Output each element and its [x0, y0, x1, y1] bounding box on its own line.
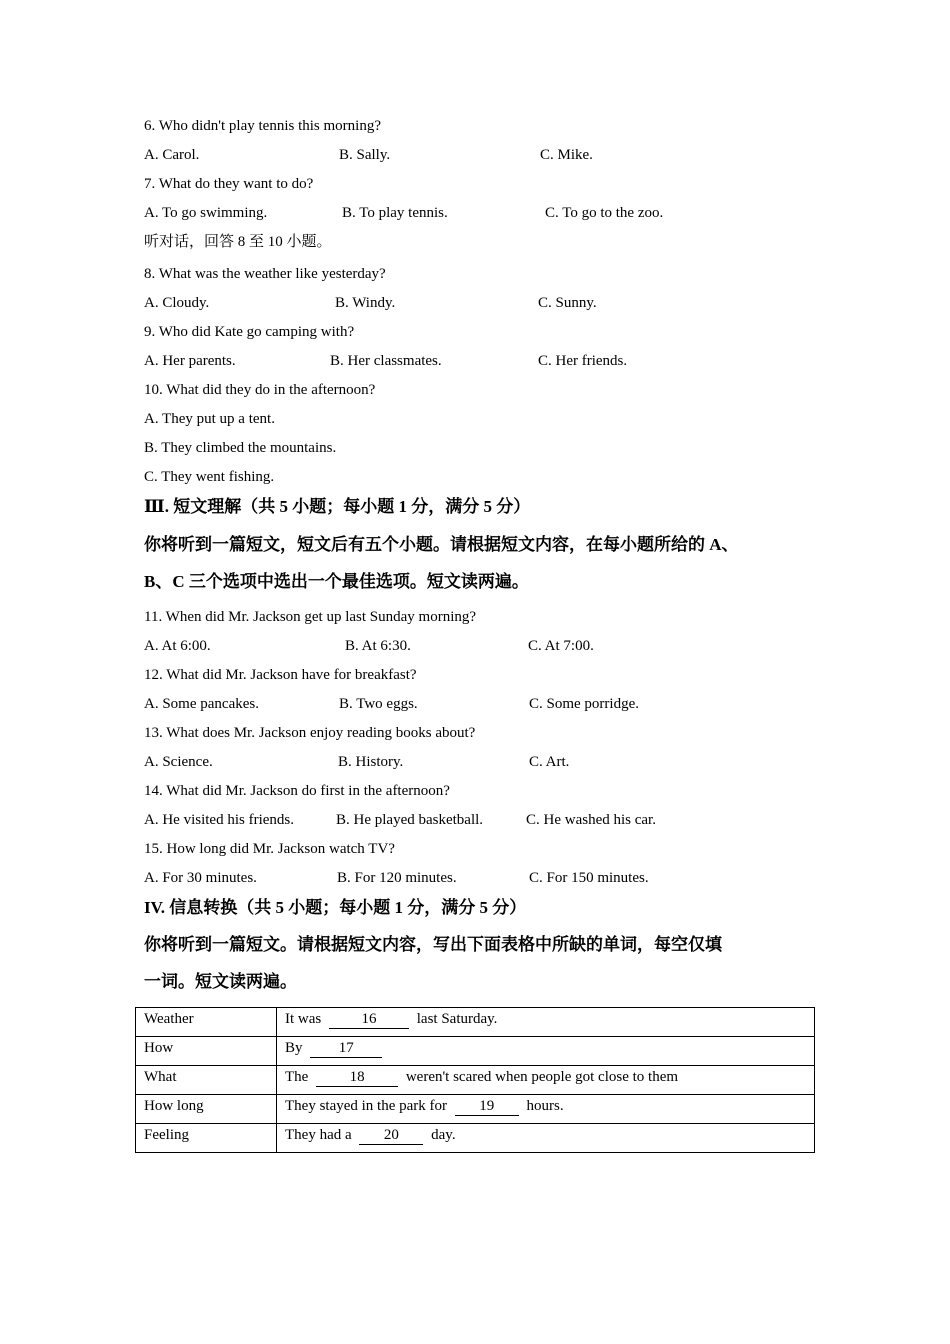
q8-option-b: B. Windy.: [335, 295, 396, 311]
q14-option-a: A. He visited his friends.: [144, 812, 294, 828]
question-8: 8. What was the weather like yesterday?: [144, 266, 386, 282]
q10-option-c: C. They went fishing.: [144, 469, 275, 485]
q12-option-c: C. Some porridge.: [529, 696, 639, 712]
blank-16[interactable]: 16: [329, 1010, 409, 1029]
q12-option-a: A. Some pancakes.: [144, 696, 259, 712]
row-label: Feeling: [136, 1124, 277, 1153]
q11-option-c: C. At 7:00.: [528, 638, 594, 654]
row-content: [277, 1037, 815, 1066]
table-row: [136, 1008, 815, 1037]
row-text-before: By: [285, 1040, 303, 1056]
section-3-instruction-2: B、C 三个选项中选出一个最佳选项。短文读两遍。: [144, 572, 529, 591]
q11-option-a: A. At 6:00.: [144, 638, 211, 654]
q12-option-b: B. Two eggs.: [339, 696, 418, 712]
q6-option-c: C. Mike.: [540, 147, 593, 163]
row-text-after: day.: [431, 1127, 456, 1143]
dialogue-instruction: 听对话，回答 8 至 10 小题。: [144, 234, 332, 250]
q14-option-b: B. He played basketball.: [336, 812, 484, 828]
section-4-instruction-2: 一词。短文读两遍。: [144, 972, 297, 991]
q8-option-c: C. Sunny.: [538, 295, 597, 311]
q7-option-a: A. To go swimming.: [144, 205, 268, 221]
table-row: [136, 1124, 815, 1153]
row-text-before: They stayed in the park for: [285, 1098, 448, 1114]
row-label: What: [136, 1066, 277, 1095]
info-table: [135, 1007, 815, 1153]
section-4-heading: IV. 信息转换（共 5 小题；每小题 1 分，满分 5 分）: [144, 898, 527, 917]
q13-option-a: A. Science.: [144, 754, 213, 770]
section-3-instruction-1: 你将听到一篇短文，短文后有五个小题。请根据短文内容，在每小题所给的 A、: [144, 535, 739, 554]
row-text-after: weren't scared when people got close to them: [405, 1069, 679, 1085]
q9-option-b: B. Her classmates.: [330, 353, 442, 369]
q15-option-a: A. For 30 minutes.: [144, 870, 257, 886]
row-text-after: last Saturday.: [416, 1011, 498, 1027]
q13-option-c: C. Art.: [529, 754, 570, 770]
q7-option-c: C. To go to the zoo.: [545, 205, 664, 221]
row-content: [277, 1066, 815, 1095]
blank-17[interactable]: 17: [310, 1039, 382, 1058]
question-9: 9. Who did Kate go camping with?: [144, 324, 355, 340]
row-text-before: They had a: [285, 1127, 352, 1143]
question-13: 13. What does Mr. Jackson enjoy reading books about?: [144, 725, 476, 741]
section-3-heading: Ⅲ. 短文理解（共 5 小题；每小题 1 分，满分 5 分）: [144, 497, 531, 516]
row-text-before: It was: [285, 1011, 322, 1027]
question-15: 15. How long did Mr. Jackson watch TV?: [144, 841, 395, 857]
question-12: 12. What did Mr. Jackson have for breakfast?: [144, 667, 417, 683]
q11-option-b: B. At 6:30.: [345, 638, 411, 654]
section-4-instruction-1: 你将听到一篇短文。请根据短文内容，写出下面表格中所缺的单词，每空仅填: [144, 935, 722, 954]
question-14: 14. What did Mr. Jackson do first in the afternoon?: [144, 783, 450, 799]
table-row: [136, 1037, 815, 1066]
table-row: [136, 1095, 815, 1124]
q7-option-b: B. To play tennis.: [342, 205, 448, 221]
blank-19[interactable]: 19: [455, 1097, 519, 1116]
table-row: [136, 1066, 815, 1095]
row-content: [277, 1124, 815, 1153]
blank-20[interactable]: 20: [359, 1126, 423, 1145]
question-6: 6. Who didn't play tennis this morning?: [144, 118, 381, 134]
q6-option-b: B. Sally.: [339, 147, 391, 163]
q6-option-a: A. Carol.: [144, 147, 200, 163]
q10-option-b: B. They climbed the mountains.: [144, 440, 337, 456]
blank-18[interactable]: 18: [316, 1068, 398, 1087]
q9-option-c: C. Her friends.: [538, 353, 628, 369]
q15-option-c: C. For 150 minutes.: [529, 870, 649, 886]
row-content: [277, 1008, 815, 1037]
q9-option-a: A. Her parents.: [144, 353, 236, 369]
q13-option-b: B. History.: [338, 754, 404, 770]
question-10: 10. What did they do in the afternoon?: [144, 382, 376, 398]
row-text-after: hours.: [526, 1098, 564, 1114]
row-label: Weather: [136, 1008, 277, 1037]
row-content: [277, 1095, 815, 1124]
question-7: 7. What do they want to do?: [144, 176, 314, 192]
row-label: How long: [136, 1095, 277, 1124]
question-11: 11. When did Mr. Jackson get up last Sunday morning?: [144, 609, 477, 625]
row-label: How: [136, 1037, 277, 1066]
q10-option-a: A. They put up a tent.: [144, 411, 275, 427]
q15-option-b: B. For 120 minutes.: [337, 870, 457, 886]
row-text-before: The: [285, 1069, 309, 1085]
q14-option-c: C. He washed his car.: [526, 812, 656, 828]
q8-option-a: A. Cloudy.: [144, 295, 210, 311]
